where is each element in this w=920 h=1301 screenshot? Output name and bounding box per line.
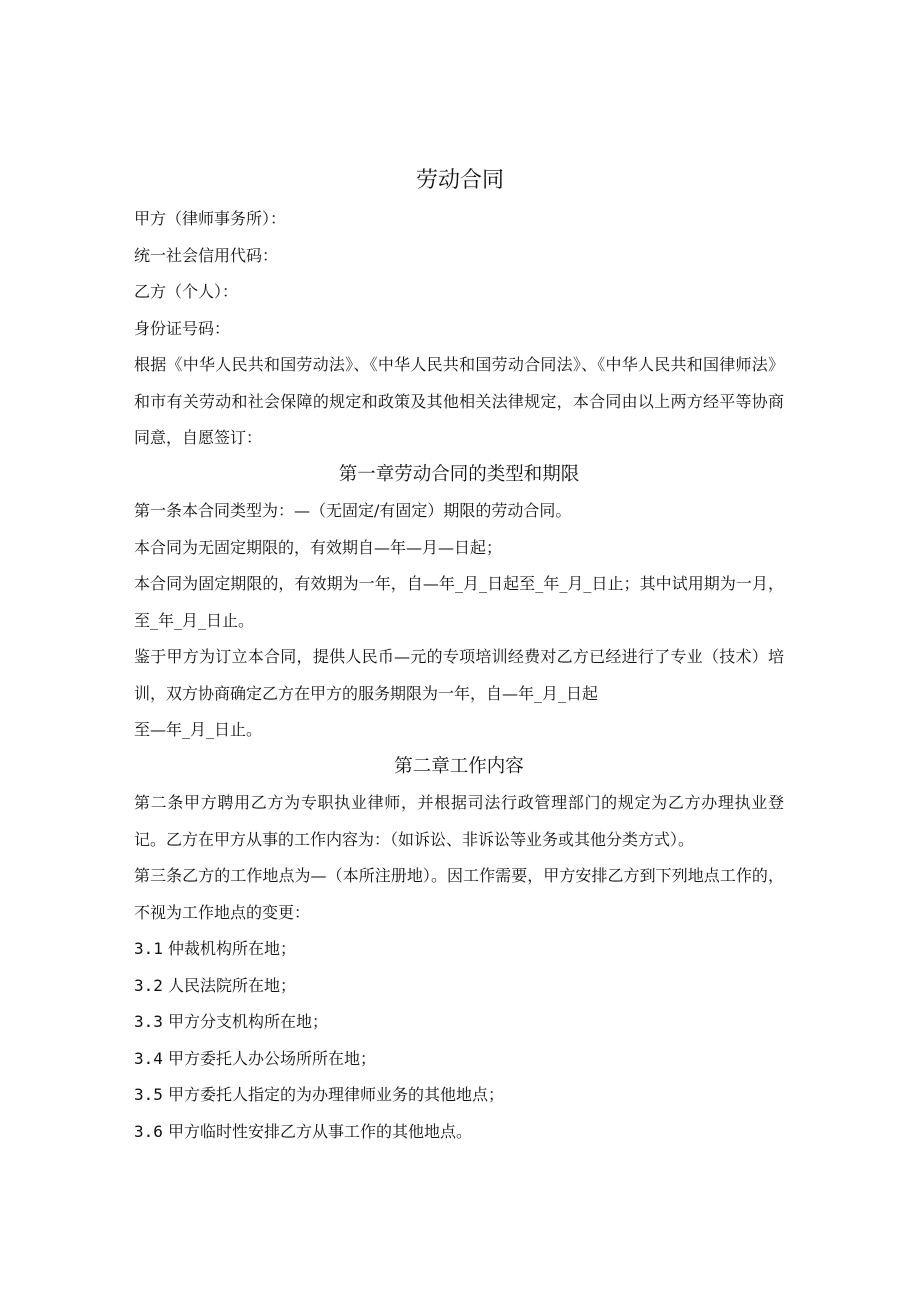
list-item (134, 1041, 784, 1078)
item-text: 甲方分支机构所在地； (168, 1012, 329, 1031)
party-a-line: 甲方（律师事务所）： (134, 209, 287, 228)
open-term-clause: 本合同为无固定期限的，有效期自—年—月—日起； (134, 537, 503, 557)
document-body (134, 201, 784, 1150)
document-title: 劳动合同 (415, 168, 504, 193)
item-text: 甲方委托人办公场所所在地； (168, 1048, 377, 1068)
article-2: 第二条甲方聘用乙方为专职执业律师，并根据司法行政管理部门的规定为乙方办理执业登记。乙方在甲方从事的工作内容为：（如诉讼、非诉讼等业务或其他分类方式）。 (134, 793, 784, 849)
preamble-paragraph: 根据《中华人民共和国劳动法》、《中华人民共和国劳动合同法》、《中华人民共和国律师法》和市有关劳动和社会保障的规定和政策及其他相关法律规定，本合同由以上两方经平等协商同意，自愿签订： (134, 355, 784, 447)
list-item (134, 1004, 784, 1041)
item-number: 3.6 (134, 1121, 163, 1141)
training-clause: 鉴于甲方为订立本合同，提供人民币—元的专项培训经费对乙方已经进行了专业（技术）培训，双方协商确定乙方在甲方的服务期限为一年，自—年_月_日起 (134, 647, 784, 703)
item-number: 3.4 (134, 1048, 163, 1068)
list-item (134, 931, 784, 968)
item-number: 3.3 (134, 1012, 163, 1031)
fixed-term-clause: 本合同为固定期限的，有效期为一年，自—年_月_日起至_年_月_日止；其中试用期为一月，至_年_月_日止。 (134, 574, 784, 630)
list-item (134, 1077, 784, 1114)
chapter-1-heading: 第一章劳动合同的类型和期限 (338, 463, 580, 485)
item-text: 人民法院所在地； (168, 975, 297, 995)
training-clause-end: 至—年_月_日止。 (134, 720, 263, 739)
item-text: 仲裁机构所在地； (168, 939, 297, 958)
list-item (134, 1114, 784, 1151)
item-text: 甲方委托人指定的为办理律师业务的其他地点； (168, 1085, 505, 1104)
article-1: 第一条本合同类型为：—（无固定/有固定）期限的劳动合同。 (134, 501, 572, 520)
item-text: 甲方临时性安排乙方从事工作的其他地点。 (168, 1121, 473, 1141)
item-number: 3.2 (134, 975, 163, 995)
credit-code-line: 统一社会信用代码： (134, 245, 279, 265)
item-number: 3.1 (134, 939, 163, 958)
list-item (134, 968, 784, 1005)
article-3: 第三条乙方的工作地点为—（本所注册地）。因工作需要，甲方安排乙方到下列地点工作的，不视为工作地点的变更： (134, 866, 784, 922)
item-number: 3.5 (134, 1085, 163, 1104)
party-b-line: 乙方（个人）： (134, 282, 239, 301)
chapter-2-heading: 第二章工作内容 (394, 755, 524, 777)
id-number-line: 身份证号码： (134, 318, 231, 338)
